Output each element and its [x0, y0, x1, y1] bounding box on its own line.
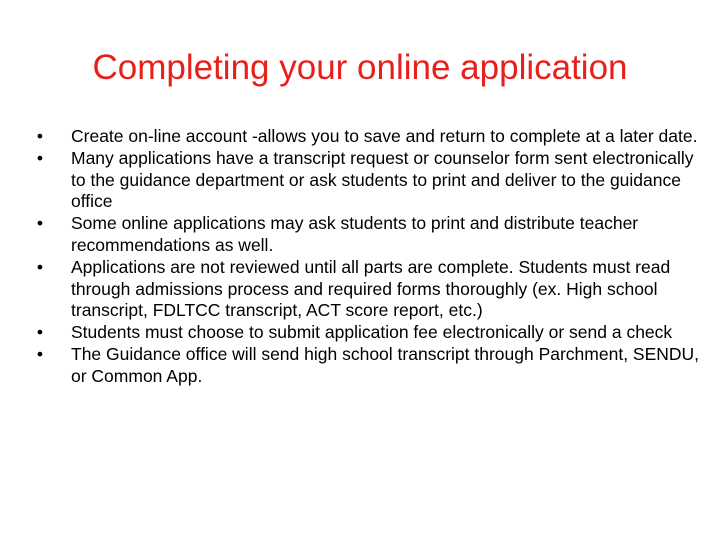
bullet-list	[30, 126, 710, 388]
bullet-icon: •	[36, 343, 44, 364]
bullet-text: The Guidance office will send high school transcript through Parchment, SENDU, or Common App.	[71, 343, 700, 386]
bullet-item-6	[30, 344, 710, 388]
bullet-item-3	[30, 213, 710, 257]
bullet-icon: •	[36, 126, 44, 146]
bullet-item-1	[30, 126, 710, 148]
bullet-icon: •	[36, 322, 44, 343]
bullet-text: Applications are not reviewed until all parts are complete. Students must read through admissions process and required forms thoroughly (ex. High school transcript, FDLTCC transcript, ACT score report, etc.)	[71, 256, 671, 321]
bullet-item-5	[30, 322, 710, 344]
bullet-icon: •	[36, 213, 44, 234]
bullet-text: Some online applications may ask students to print and distribute teacher recommendations as well.	[71, 213, 639, 255]
bullet-icon: •	[36, 256, 44, 277]
bullet-text: Students must choose to submit application fee electronically or send a check	[71, 322, 673, 343]
bullet-icon: •	[36, 147, 44, 168]
bullet-item-4	[30, 257, 710, 322]
bullet-text: Many applications have a transcript request or counselor form sent electronically to the guidance department or ask students to print and deliver to the guidance office	[71, 147, 694, 212]
bullet-item-2	[30, 148, 710, 213]
bullet-text: Create on-line account -allows you to save and return to complete at a later date.	[71, 126, 698, 146]
slide-title: Completing your online application	[92, 48, 628, 87]
